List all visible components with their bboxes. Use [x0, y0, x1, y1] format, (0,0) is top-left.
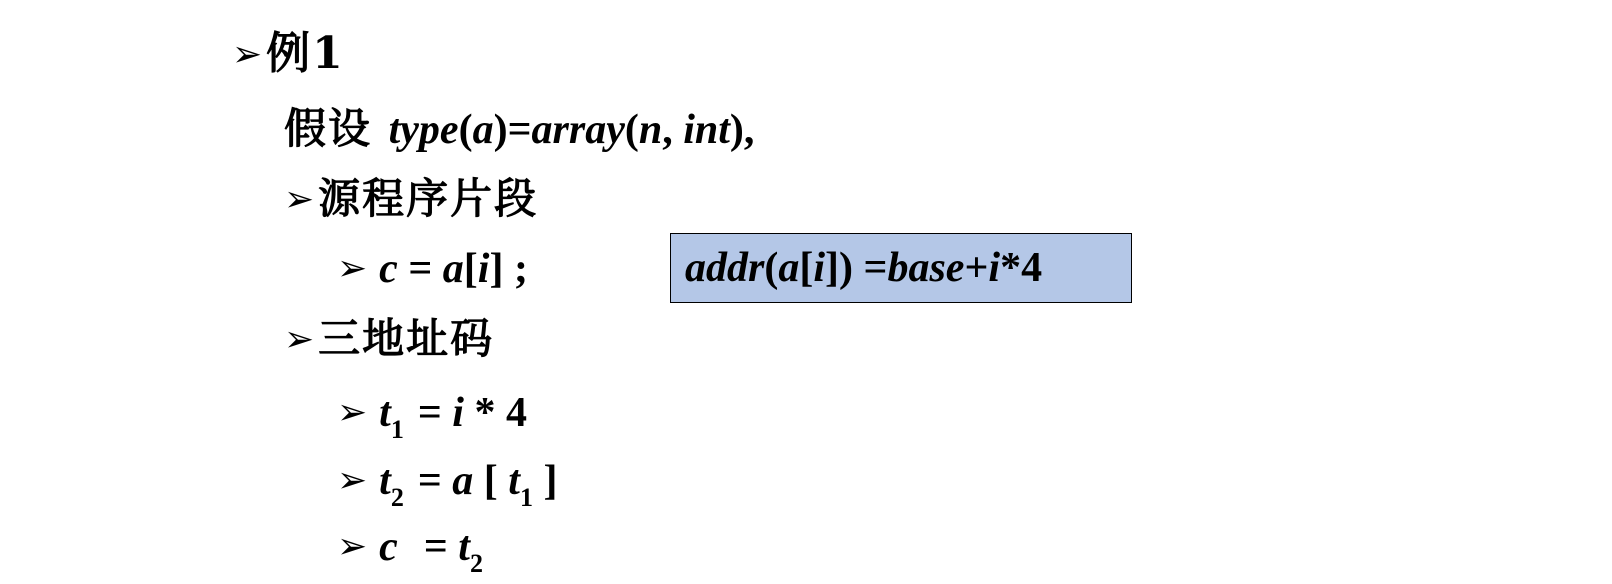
- assumption-prefix: 假设: [284, 104, 389, 153]
- rhs-temp: t: [458, 524, 470, 570]
- assign-sign: =: [417, 458, 453, 504]
- var-base: base: [887, 245, 965, 291]
- assign-sign: =: [417, 390, 453, 436]
- comma: ,: [662, 107, 684, 153]
- var-a: a: [472, 107, 494, 153]
- rhs-operator: * 4: [463, 390, 527, 436]
- var-a: a: [442, 246, 464, 292]
- var-i: i: [813, 245, 826, 291]
- rhs-temp: t: [508, 458, 520, 504]
- var-c: c: [379, 246, 398, 292]
- bracket-close: ]: [532, 458, 558, 504]
- assign-sign: =: [423, 524, 459, 570]
- int-type: int: [683, 107, 730, 153]
- rhs-temp-subscript: 1: [519, 483, 533, 512]
- tac-line: [337, 458, 558, 512]
- tac-line: [337, 524, 483, 578]
- source-statement: [337, 248, 528, 290]
- example-heading: [232, 28, 345, 79]
- rhs-var: a: [452, 458, 474, 504]
- bullet-arrow-icon: ➢: [232, 34, 263, 75]
- bracket-close: ]: [489, 246, 504, 292]
- lhs-subscript: 2: [390, 483, 404, 512]
- semicolon: ;: [503, 246, 528, 292]
- rhs-var: i: [452, 390, 464, 436]
- addr-function: addr: [685, 245, 765, 291]
- source-section-heading: [284, 174, 539, 223]
- lhs-var: t: [379, 390, 391, 436]
- bullet-arrow-icon: ➢: [337, 392, 368, 433]
- lhs-var: t: [379, 458, 391, 504]
- rhs-temp-subscript: 2: [469, 549, 483, 578]
- equals-sign: =: [397, 246, 443, 292]
- bullet-arrow-icon: ➢: [337, 248, 368, 289]
- paren-open: (: [458, 107, 473, 153]
- source-section-title: 源程序片段: [318, 174, 539, 223]
- paren-open: (: [764, 245, 779, 291]
- equals-sign: )=: [493, 107, 532, 153]
- tac-line: [337, 390, 527, 444]
- type-function: type: [388, 107, 459, 153]
- bracket-close: ]: [825, 245, 840, 291]
- bracket-open: [: [463, 246, 478, 292]
- lhs-var: c: [379, 524, 398, 570]
- bullet-arrow-icon: ➢: [337, 526, 368, 567]
- var-n: n: [638, 107, 663, 153]
- lhs-subscript: 1: [390, 415, 404, 444]
- array-function: array: [531, 107, 625, 153]
- bracket-open: [: [473, 458, 509, 504]
- bracket-open: [: [799, 245, 814, 291]
- var-i-2: i: [988, 245, 1001, 291]
- address-formula-box: [670, 233, 1132, 303]
- bullet-arrow-icon: ➢: [337, 460, 368, 501]
- var-i: i: [477, 246, 490, 292]
- plus-sign: +: [964, 245, 989, 291]
- var-a: a: [778, 245, 800, 291]
- example-title: 例1: [266, 28, 345, 79]
- equals-sign: ) =: [839, 245, 888, 291]
- assumption-line: [284, 104, 755, 153]
- bullet-arrow-icon: ➢: [284, 179, 315, 220]
- times-four: *4: [1000, 245, 1043, 291]
- tac-section-heading: [284, 314, 495, 363]
- paren-open-2: (: [624, 107, 639, 153]
- bullet-arrow-icon: ➢: [284, 319, 315, 360]
- tac-section-title: 三地址码: [318, 314, 495, 363]
- assumption-suffix: ),: [729, 107, 755, 153]
